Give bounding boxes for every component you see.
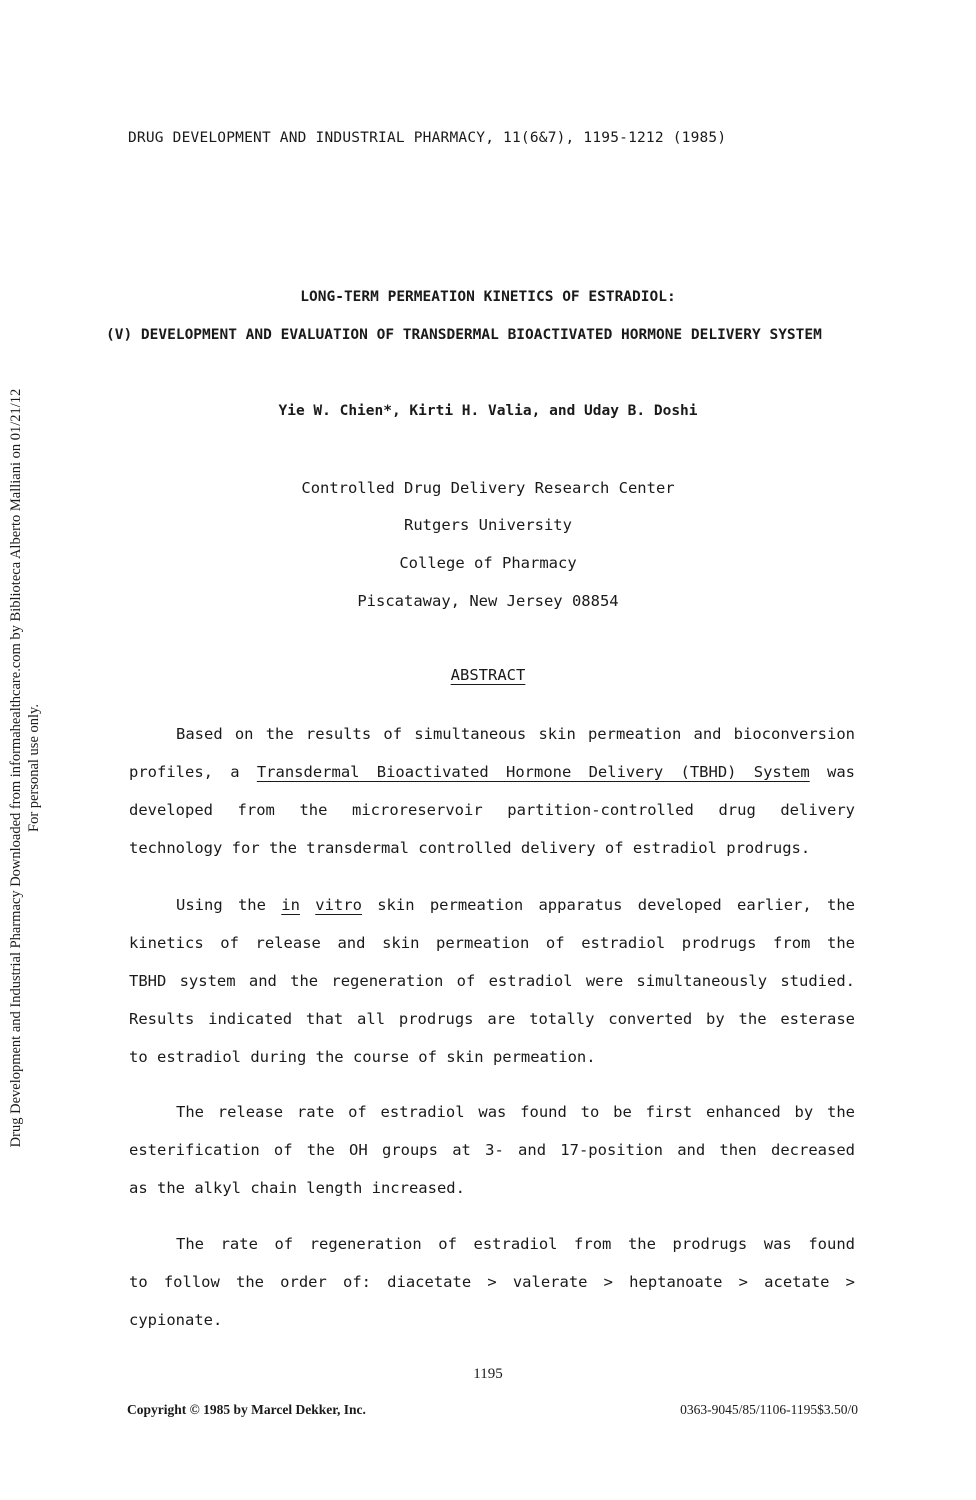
page-number: 1195 <box>473 1366 503 1382</box>
paragraph-line: cypionate. <box>129 1311 223 1329</box>
paragraph-line: TBHD system and the regeneration of estradiol were simultaneously studied. <box>129 972 855 990</box>
paragraph-line: to follow the order of: diacetate > valerate > heptanoate > acetate > <box>129 1273 855 1291</box>
paragraph-line: technology for the transdermal controlled delivery of estradiol prodrugs. <box>129 839 811 857</box>
abstract-paragraph-4 <box>129 1225 855 1339</box>
paragraph-line: esterification of the OH groups at 3- and 17-position and then decreased <box>129 1141 855 1159</box>
affiliation-college: College of Pharmacy <box>399 554 577 572</box>
paragraph-line: developed from the microreservoir partition-controlled drug delivery <box>129 801 855 819</box>
author-list: Yie W. Chien*, Kirti H. Valia, and Uday B. Doshi <box>278 403 698 419</box>
paragraph-line: The rate of regeneration of estradiol from the prodrugs was found <box>176 1235 855 1253</box>
paragraph-line: The release rate of estradiol was found to be first enhanced by the <box>176 1103 855 1121</box>
paragraph-line: Based on the results of simultaneous skin permeation and bioconversion <box>176 725 855 743</box>
copyright-notice: Copyright © 1985 by Marcel Dekker, Inc. <box>127 1402 366 1417</box>
article-title-line-1: LONG-TERM PERMEATION KINETICS OF ESTRADIOL: <box>300 289 676 305</box>
abstract-heading: ABSTRACT <box>450 666 526 684</box>
watermark-line-2: For personal use only. <box>26 704 42 832</box>
in-vitro-underlined: in <box>281 896 300 914</box>
abstract-paragraph-1 <box>129 715 855 867</box>
paragraph-line: Using the in vitro skin permeation apparatus developed earlier, the <box>176 896 855 914</box>
paragraph-line: as the alkyl chain length increased. <box>129 1179 465 1197</box>
abstract-paragraph-3 <box>129 1093 855 1207</box>
paragraph-line: kinetics of release and skin permeation of estradiol prodrugs from the <box>129 934 855 952</box>
paragraph-line: Results indicated that all prodrugs are totally converted by the esterase <box>129 1010 855 1028</box>
affiliation-university: Rutgers University <box>404 516 572 534</box>
article-code: 0363-9045/85/1106-1195$3.50/0 <box>680 1402 858 1417</box>
in-vitro-underlined: vitro <box>315 896 362 914</box>
article-title-line-2: (V) DEVELOPMENT AND EVALUATION OF TRANSDERMAL BIOACTIVATED HORMONE DELIVERY SYSTEM <box>106 327 822 343</box>
running-head: DRUG DEVELOPMENT AND INDUSTRIAL PHARMACY, 11(6&7), 1195-1212 (1985) <box>128 130 727 146</box>
watermark-line-1: Drug Development and Industrial Pharmacy Downloaded from informahealthcare.com by Biblioteca Alberto Malliani on 01/21/12 <box>8 388 24 1148</box>
affiliation-center: Controlled Drug Delivery Research Center <box>301 479 675 497</box>
affiliation-address: Piscataway, New Jersey 08854 <box>357 592 619 610</box>
download-watermark <box>7 168 43 1368</box>
abstract-paragraph-2 <box>129 886 855 1076</box>
paragraph-line: profiles, a Transdermal Bioactivated Hormone Delivery (TBHD) System was <box>129 763 856 781</box>
paragraph-line: to estradiol during the course of skin permeation. <box>129 1048 596 1066</box>
system-name-underlined: Transdermal Bioactivated Hormone Delivery (TBHD) System <box>256 763 810 781</box>
